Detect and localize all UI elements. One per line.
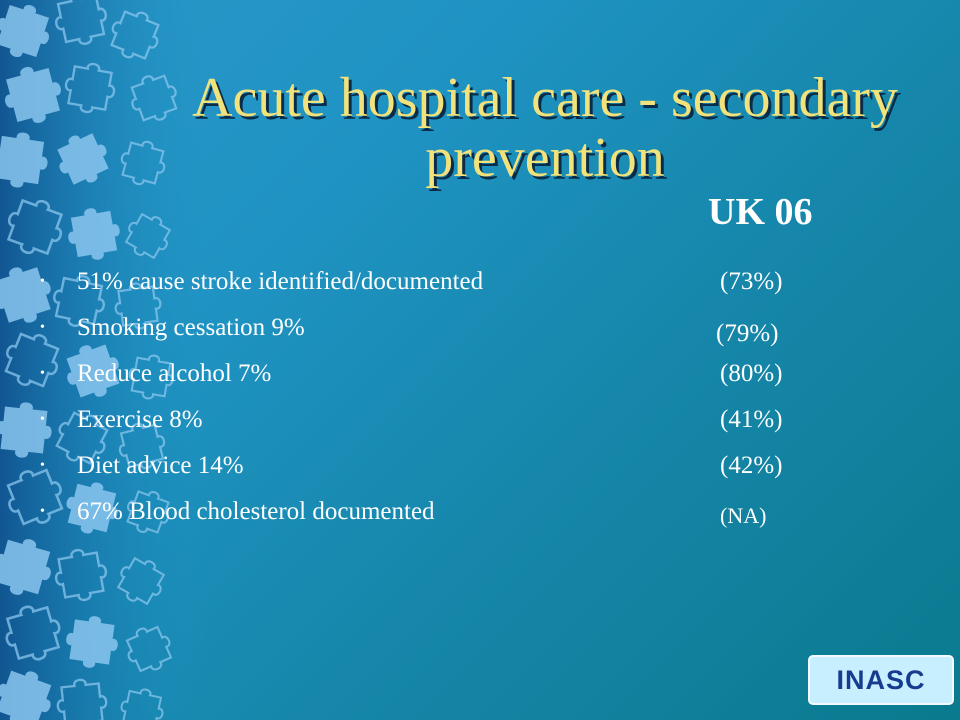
list-item-text: Exercise 8% [77, 406, 203, 433]
inasc-logo: INASC [808, 655, 954, 705]
list-item-value: (79%) [716, 320, 779, 347]
list-item-text: 51% cause stroke identified/documented [77, 268, 484, 295]
list-item [40, 446, 840, 492]
bullet-icon: • [40, 320, 45, 335]
bullet-list [40, 262, 840, 538]
bullet-icon: • [40, 412, 45, 427]
list-item-value: (41%) [720, 406, 783, 433]
list-item-text: 67% Blood cholesterol documented [77, 498, 435, 525]
list-item-value: (73%) [720, 268, 783, 295]
list-item-value: (42%) [720, 452, 783, 479]
list-item-value: (NA) [720, 503, 767, 528]
list-item [40, 262, 840, 308]
bullet-icon: • [40, 504, 45, 519]
list-item [40, 400, 840, 446]
list-item-text: Reduce alcohol 7% [77, 360, 272, 387]
list-item [40, 492, 840, 538]
list-item [40, 354, 840, 400]
list-item-value: (80%) [720, 360, 783, 387]
bullet-icon: • [40, 458, 45, 473]
slide-subtitle: UK 06 [708, 191, 813, 233]
slide-title: Acute hospital care - secondary prevention [192, 67, 898, 189]
list-item-text: Diet advice 14% [77, 452, 244, 479]
list-item [40, 308, 840, 354]
bullet-icon: • [40, 366, 45, 381]
bullet-icon: • [40, 274, 45, 289]
list-item-text: Smoking cessation 9% [77, 314, 305, 341]
